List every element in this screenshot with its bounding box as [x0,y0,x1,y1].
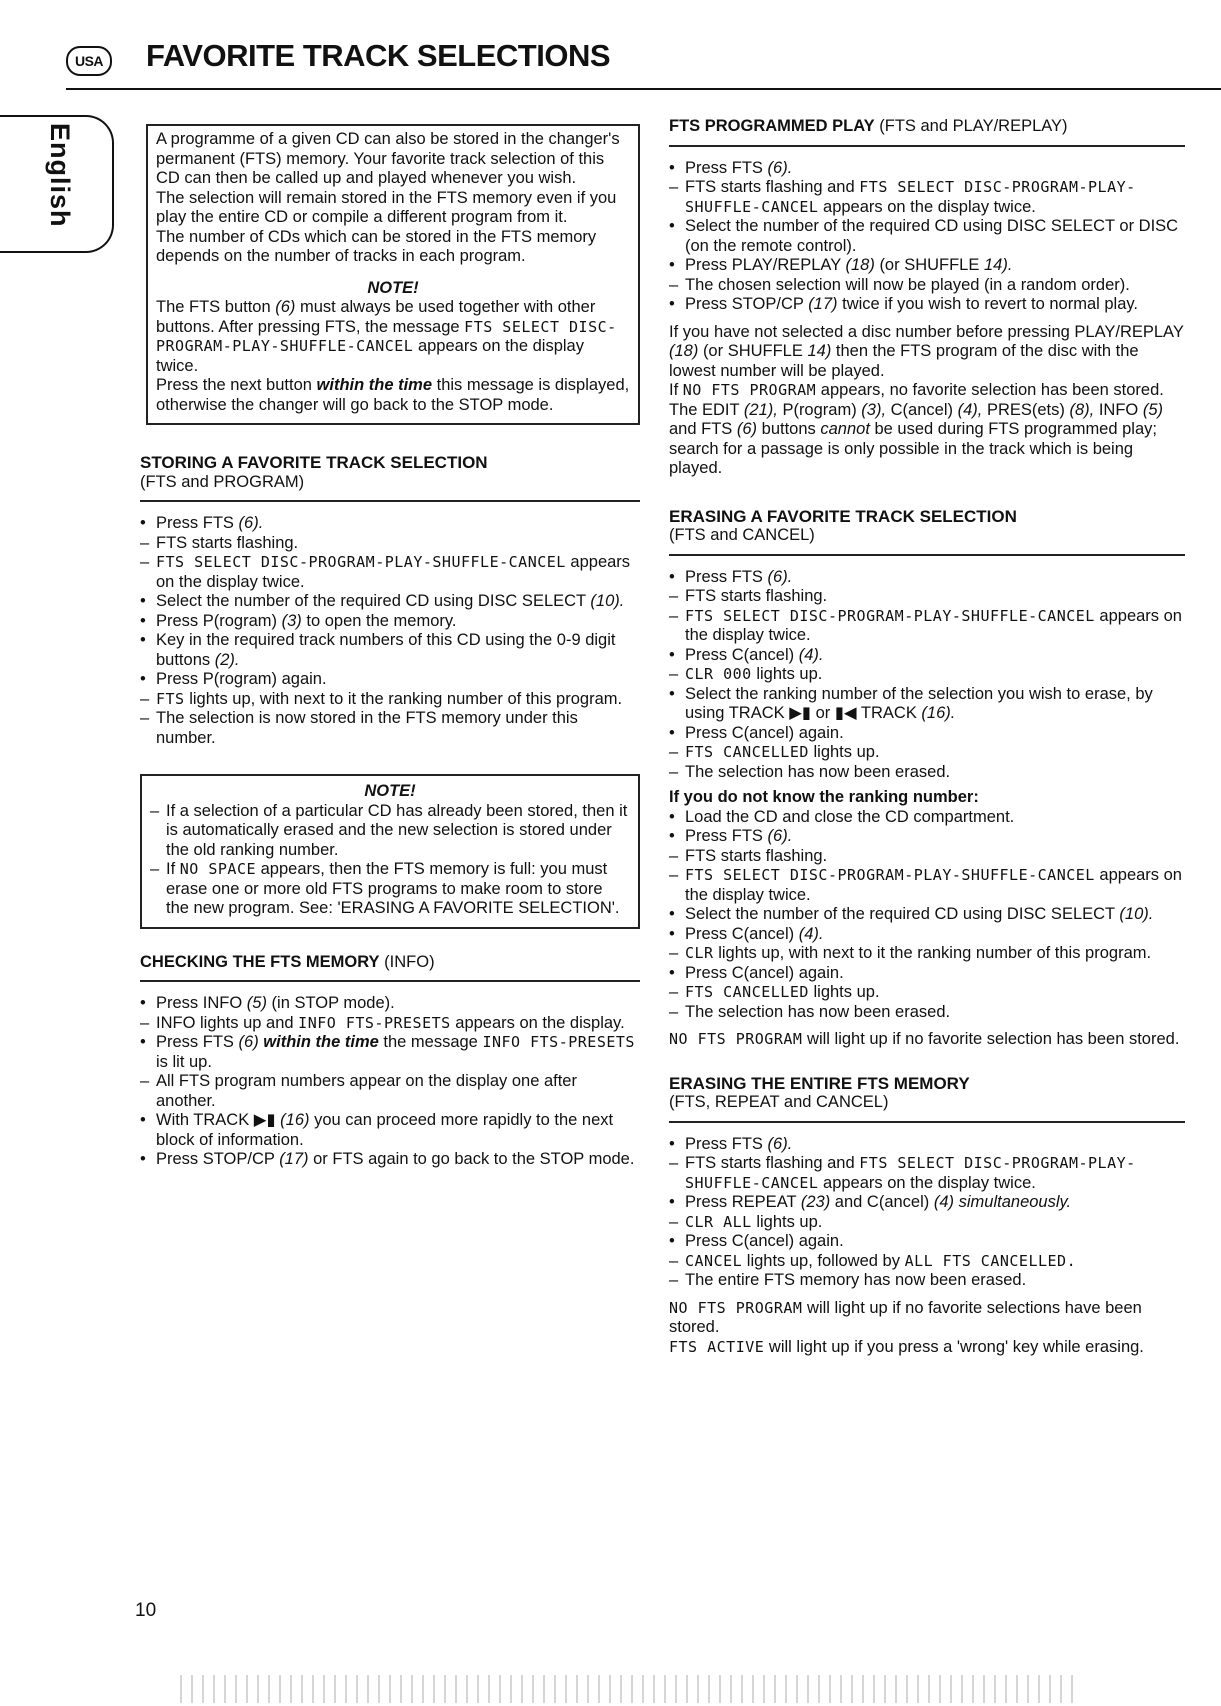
section-heading: STORING A FAVORITE TRACK SELECTION [140,453,488,472]
list-item: • Press FTS (6). [669,1134,793,1153]
list-item: – CLR ALL lights up. [669,1212,823,1231]
list-item: • Key in the required track numbers of this CD using the 0-9 digit buttons (2). [140,631,616,669]
list-item: – FTS SELECT DISC-PROGRAM-PLAY-SHUFFLE-CANCEL appears on the display twice. [669,606,1182,644]
intro-box [146,124,640,425]
section-rule [669,554,1185,556]
erasing-all-section [669,1074,1185,1358]
list-item: – FTS lights up, with next to it the ranking number of this program. [140,689,623,708]
lcd-text: FTS SELECT DISC-PROGRAM-PLAY-SHUFFLE-CANCEL [156,317,617,355]
list-item: – FTS starts flashing. [669,587,828,605]
list-item: • Press STOP/CP (17) or FTS again to go back to the STOP mode. [140,1150,635,1168]
section-rule [669,145,1185,147]
list-item: • Press C(ancel) again. [669,1232,844,1250]
list-item: – All FTS program numbers appear on the display one after another. [140,1072,577,1110]
intro-text-2: The selection will remain stored in the FTS memory even if you play the entire CD or compile a different program from it. [156,188,617,226]
section-subheading: (FTS and PROGRAM) [140,472,305,491]
language-tab [0,115,114,253]
storing-section [140,453,640,929]
section-rule [140,500,640,502]
paragraph: NO FTS PROGRAM will light up if no favorite selections have been stored. [669,1298,1142,1336]
scan-noise [180,1675,1080,1703]
list-item: • Press C(ancel) (4). [669,645,824,664]
section-heading: ERASING THE ENTIRE FTS MEMORY [669,1073,970,1093]
intro-text: A programme of a given CD can also be stored in the changer's permanent (FTS) memory. Your favorite track selection of this CD can then be called up and played whenever you wish. [156,130,620,187]
list-item: • Press INFO (5) (in STOP mode). [140,994,395,1012]
section-heading: CHECKING THE FTS MEMORY (INFO) [140,952,435,971]
left-column [140,124,640,1170]
list-item: – CANCEL lights up, followed by ALL FTS CANCELLED. [669,1251,1077,1270]
language-label: English [45,123,75,228]
list-item: • Press C(ancel) (4). [669,924,824,943]
list-item: • With TRACK ▶▮ (16) you can proceed more rapidly to the next block of information. [140,1111,614,1149]
paragraph: NO FTS PROGRAM will light up if no favorite selection has been stored. [669,1030,1180,1048]
subheading: If you do not know the ranking number: [669,788,979,806]
list-item: – INFO lights up and INFO FTS-PRESETS appears on the display. [140,1013,625,1032]
list-item: • Select the number of the required CD using DISC SELECT or DISC (on the remote control). [669,217,1179,255]
erasing-section [669,507,1185,1050]
list-item: • Press FTS (6) within the time the message INFO FTS-PRESETS is lit up. [140,1033,635,1071]
intro-text-3: The number of CDs which can be stored in the FTS memory depends on the number of tracks in each program. [156,227,597,265]
intro-note: The FTS button (6) must always be used together with other buttons. After pressing FTS, the message FTS SELECT DISC-PROGRAM-PLAY-SHUFFLE-CANCEL appears on the display twice. [156,298,617,375]
section-heading: ERASING A FAVORITE TRACK SELECTION [669,506,1017,526]
paragraph: The EDIT (21), P(rogram) (3), C(ancel) (4), PRES(ets) (8), INFO (5) and FTS (6) buttons cannot be used during FTS programmed play; search for a passage is only possible in the track which is being played. [669,400,1163,477]
paragraph: FTS ACTIVE will light up if you press a 'wrong' key while erasing. [669,1337,1144,1356]
section-rule [140,980,640,982]
list-item: – FTS CANCELLED lights up. [669,743,880,761]
list-item: – FTS starts flashing. [140,533,299,552]
usa-region-badge: USA [66,46,112,76]
list-item: – If NO SPACE appears, then the FTS memory is full: you must erase one or more old FTS programs to make room to store the new program. See: 'ERASING A FAVORITE SELECTION'. [150,860,620,917]
list-item: – CLR lights up, with next to it the ranking number of this program. [669,944,1152,962]
list-item: • Select the number of the required CD using DISC SELECT (10). [140,592,625,610]
list-item: • Press PLAY/REPLAY (18) (or SHUFFLE 14). [669,256,1013,274]
list-item: – The entire FTS memory has now been erased. [669,1271,1027,1289]
list-item: – FTS starts flashing and FTS SELECT DISC-PROGRAM-PLAY-SHUFFLE-CANCEL appears on the display twice. [669,1154,1136,1192]
storing-note-box [140,774,640,929]
section-subheading: (FTS and CANCEL) [669,526,815,544]
list-item: • Press FTS (6). [669,567,793,586]
list-item: • Select the ranking number of the selection you wish to erase, by using TRACK ▶▮ or ▮◀ TRACK (16). [669,684,1153,722]
list-item: • Press REPEAT (23) and C(ancel) (4) simultaneously. [669,1193,1072,1211]
list-item: – The chosen selection will now be played (in a random order). [669,275,1130,294]
list-item: • Press P(rogram) again. [140,670,327,688]
list-item: – The selection has now been erased. [669,1002,951,1021]
paragraph: If NO FTS PROGRAM appears, no favorite selection has been stored. [669,381,1164,399]
title-rule [66,88,1221,90]
list-item: • Select the number of the required CD using DISC SELECT (10). [669,905,1154,923]
list-item: • Press FTS (6). [669,827,793,845]
right-column [669,117,1185,1357]
list-item: – CLR 000 lights up. [669,665,823,683]
section-rule [669,1121,1185,1123]
list-item: – FTS CANCELLED lights up. [669,983,880,1001]
list-item: • Press FTS (6). [140,514,264,532]
list-item: • Load the CD and close the CD compartment. [669,807,1015,826]
list-item: – The selection has now been erased. [669,762,951,781]
page-title: FAVORITE TRACK SELECTIONS [146,38,611,73]
note-title: NOTE! [367,278,419,297]
list-item: – FTS SELECT DISC-PROGRAM-PLAY-SHUFFLE-CANCEL appears on the display twice. [669,866,1182,904]
section-subheading: (FTS, REPEAT and CANCEL) [669,1093,889,1111]
paragraph: If you have not selected a disc number before pressing PLAY/REPLAY (18) (or SHUFFLE 14) then the FTS program of the disc with the lowest number will be played. [669,322,1184,380]
section-heading: FTS PROGRAMMED PLAY (FTS and PLAY/REPLAY) [669,117,1068,135]
list-item: • Press P(rogram) (3) to open the memory. [140,611,457,630]
page-number: 10 [135,1600,157,1621]
list-item: • Press C(ancel) again. [669,963,844,982]
list-item: – FTS starts flashing and FTS SELECT DISC-PROGRAM-PLAY-SHUFFLE-CANCEL appears on the display twice. [669,178,1136,216]
list-item: – If a selection of a particular CD has already been stored, then it is automatically erased and the new selection is stored under the old ranking number. [150,801,628,859]
intro-note-2: Press the next button within the time this message is displayed, otherwise the changer will go back to the STOP mode. [156,376,630,414]
list-item: – FTS starts flashing. [669,846,828,865]
checking-section [140,953,640,1170]
list-item: • Press STOP/CP (17) twice if you wish to revert to normal play. [669,295,1139,313]
programmed-section [669,117,1185,479]
list-item: – The selection is now stored in the FTS memory under this number. [140,709,578,747]
list-item: – FTS SELECT DISC-PROGRAM-PLAY-SHUFFLE-CANCEL appears on the display twice. [140,553,631,591]
note-title: NOTE! [364,782,416,800]
list-item: • Press C(ancel) again. [669,723,844,742]
list-item: • Press FTS (6). [669,158,793,177]
